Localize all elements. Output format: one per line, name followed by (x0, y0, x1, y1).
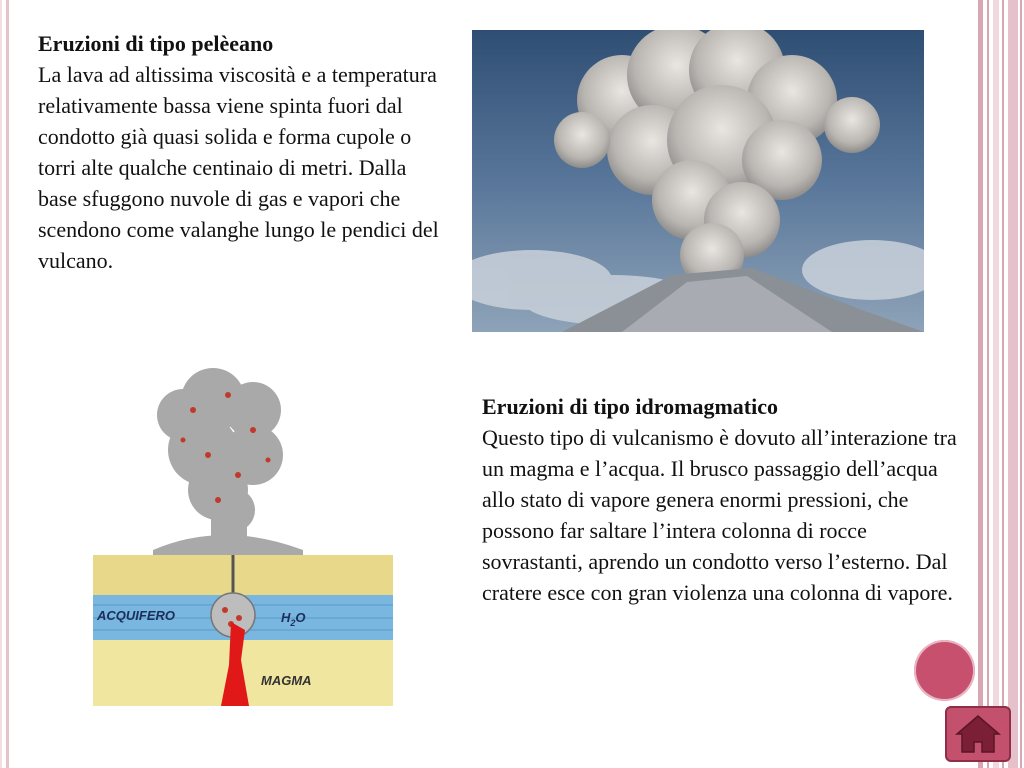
aquifer-label: ACQUIFERO (97, 608, 175, 623)
volcano-eruption-photo (472, 30, 924, 332)
hydromagmatic-title: Eruzioni di tipo idromagmatico (482, 394, 778, 419)
hydromagmatic-diagram (93, 360, 393, 706)
hydromagmatic-eruption-text (482, 391, 962, 608)
home-button[interactable] (945, 706, 1011, 762)
circle-icon (914, 640, 975, 701)
peleean-title: Eruzioni di tipo pelèeano (38, 31, 274, 56)
hydromagmatic-description: Questo tipo di vulcanismo è dovuto all’interazione tra un magma e l’acqua. Il brusco passaggio dell’acqua allo stato di vapore genera enormi pressioni, che possono far saltare l’intera colonna di rocce sovrastanti, aprendo un condotto verso l’esterno. Dal cratere esce con gran violenza una colonna di vapore. (482, 425, 957, 605)
water-label-sub: 2 (290, 618, 296, 628)
magma-label: MAGMA (261, 673, 312, 688)
water-label-h: H (281, 610, 291, 625)
peleean-eruption-text (38, 28, 448, 276)
peleean-description: La lava ad altissima viscosità e a temperatura relativamente bassa viene spinta fuori dal condotto già quasi solida e forma cupole o torri alte qualche centinaio di metri. Dalla base sfuggono nuvole di gas e vapori che scendono come valanghe lungo le pendici del vulcano. (38, 62, 439, 273)
right-decorative-stripes (976, 0, 1024, 768)
water-label-o: O (295, 610, 306, 625)
left-border (6, 0, 9, 768)
left-border-outer (0, 0, 2, 768)
home-icon (947, 708, 1009, 760)
